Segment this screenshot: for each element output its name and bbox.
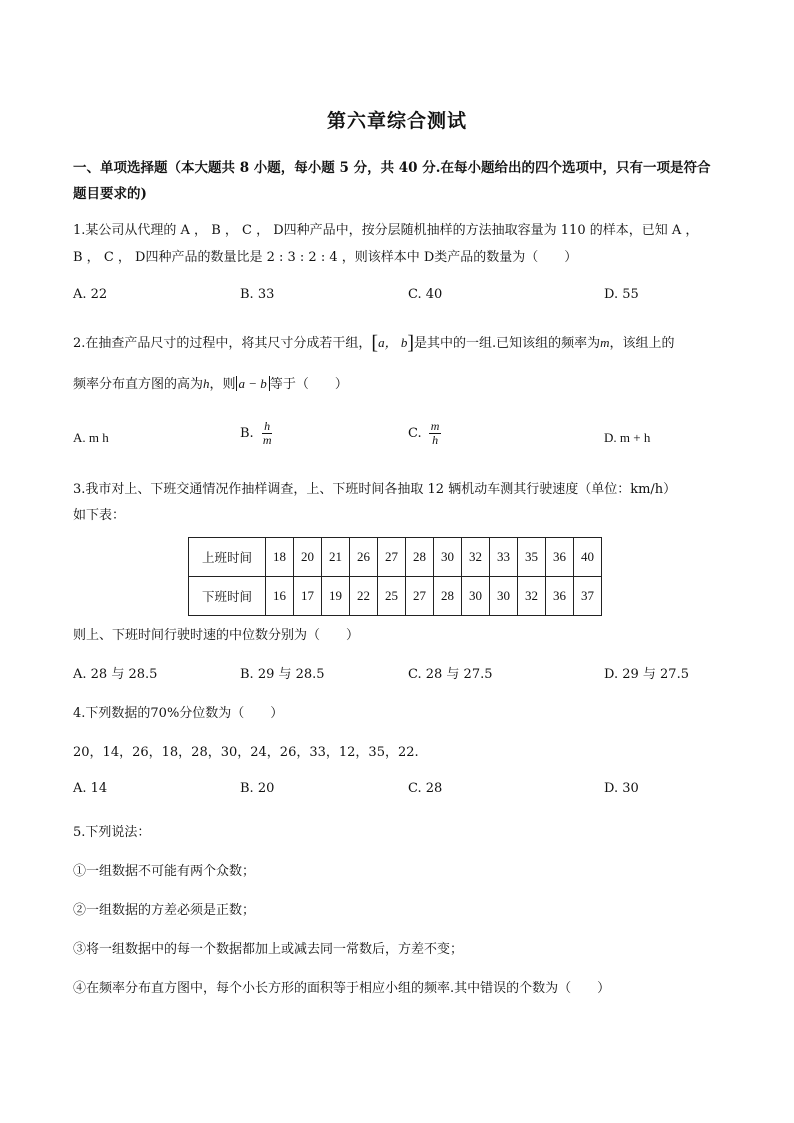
table-cell: 20 [294, 538, 322, 577]
table-cell: 36 [546, 577, 574, 616]
table-cell: 32 [518, 577, 546, 616]
q3-option-d: D. 29 与 27.5 [604, 667, 689, 682]
q4-data-list: 20，14，26，18，28，30，24，26，33，12，35，22. [73, 745, 419, 760]
table-cell: 30 [462, 577, 490, 616]
q2-interval-open: [ [371, 332, 379, 354]
q3-line1: 3.我市对上、下班交通情况作抽样调查，上、下班时间各抽取 12 辆机动车测其行驶速度（单位：km/h） [73, 482, 677, 497]
q2-interval: a， b [378, 335, 408, 350]
q5-item-1: ①一组数据不可能有两个众数； [73, 864, 256, 879]
q3-line2: 如下表： [73, 508, 126, 523]
table-cell: 28 [434, 577, 462, 616]
page-title: 第六章综合测试 [326, 110, 467, 132]
q2-line1 [73, 332, 675, 355]
section-header-line1: 一、单项选择题（本大题共 8 小题，每小题 5 分，共 40 分.在每小题给出的四个选项中，只有一项是符合 [73, 160, 711, 176]
table-cell: 26 [350, 538, 378, 577]
q3-option-a: A. 28 与 28.5 [73, 667, 158, 682]
q2-line2-text-c: 等于（ ） [269, 377, 348, 392]
q3-option-c: C. 28 与 27.5 [408, 667, 493, 682]
q2-line2-text-b: ，则 [209, 377, 236, 392]
table-cell: 30 [490, 577, 518, 616]
table-cell: 37 [574, 577, 602, 616]
q2-option-d: D. m + h [604, 430, 651, 445]
table-cell: 40 [574, 538, 602, 577]
q2-option-c [408, 420, 441, 447]
q1-option-c: C. 40 [408, 287, 443, 302]
q1-line1: 1.某公司从代理的 A ， B ， C ， D四种产品中，按分层随机抽样的方法抽取容量为 110 的样本，已知 A ， [73, 223, 699, 238]
table-cell: 27 [406, 577, 434, 616]
table-row-label: 下班时间 [189, 577, 266, 616]
q5-item-2: ②一组数据的方差必须是正数； [73, 903, 256, 918]
q4-option-c: C. 28 [408, 781, 443, 796]
table-cell: 36 [546, 538, 574, 577]
q4-line1: 4.下列数据的70%分位数为（ ） [73, 706, 284, 721]
q2-option-c-denominator: h [432, 433, 439, 447]
section-header-line2: 题目要求的) [73, 186, 147, 202]
speed-table [188, 537, 602, 616]
q2-var-h: h [203, 376, 210, 391]
q1-line2: B ， C ， D四种产品的数量比是 2 : 3 : 2 : 4 ，则该样本中 D类产品的数量为（ ） [73, 250, 578, 265]
table-row-morning [189, 538, 602, 577]
q1-option-b: B. 33 [240, 287, 275, 302]
q2-option-c-numerator: m [430, 419, 440, 433]
q4-option-d: D. 30 [604, 781, 639, 796]
q2-option-a: A. m h [73, 430, 109, 445]
q2-interval-close: ] [407, 332, 415, 354]
q5-item-3: ③将一组数据中的每一个数据都加上或减去同一常数后，方差不变； [73, 942, 464, 957]
q2-line1-text-b: 是其中的一组.已知该组的频率为 [414, 336, 601, 351]
q2-line2-text-a: 频率分布直方图的高为 [73, 377, 204, 392]
table-cell: 33 [490, 538, 518, 577]
q2-option-b-numerator: h [264, 419, 271, 433]
q1-option-d: D. 55 [604, 287, 639, 302]
q2-option-c-label: C. [408, 426, 422, 441]
q4-option-a: A. 14 [73, 781, 108, 796]
table-cell: 22 [350, 577, 378, 616]
table-row-evening [189, 577, 602, 616]
q3-stem: 则上、下班时间行驶时速的中位数分别为（ ） [73, 628, 360, 643]
q5-line1: 5.下列说法： [73, 825, 151, 840]
q2-line1-text-a: 2.在抽查产品尺寸的过程中，将其尺寸分成若干组， [73, 336, 372, 351]
table-cell: 19 [322, 577, 350, 616]
q1-option-a: A. 22 [73, 287, 108, 302]
q2-option-b-denominator: m [262, 433, 272, 447]
q2-option-b-fraction [261, 420, 274, 447]
table-cell: 17 [294, 577, 322, 616]
q2-option-b [240, 420, 274, 447]
table-cell: 18 [266, 538, 294, 577]
table-cell: 16 [266, 577, 294, 616]
q2-line1-text-c: ，该组上的 [609, 336, 675, 351]
q2-abs-expr: a − b [236, 376, 270, 391]
q2-option-b-label: B. [240, 426, 254, 441]
table-cell: 25 [378, 577, 406, 616]
q2-option-c-fraction [429, 420, 442, 447]
table-cell: 28 [406, 538, 434, 577]
table-cell: 21 [322, 538, 350, 577]
q2-line2 [73, 373, 348, 392]
q3-option-b: B. 29 与 28.5 [240, 667, 325, 682]
table-row-label: 上班时间 [189, 538, 266, 577]
table-cell: 32 [462, 538, 490, 577]
q2-var-m: m [600, 335, 610, 350]
table-cell: 27 [378, 538, 406, 577]
q4-option-b: B. 20 [240, 781, 275, 796]
q5-item-4: ④在频率分布直方图中，每个小长方形的面积等于相应小组的频率.其中错误的个数为（ ） [73, 981, 611, 996]
table-cell: 35 [518, 538, 546, 577]
table-cell: 30 [434, 538, 462, 577]
